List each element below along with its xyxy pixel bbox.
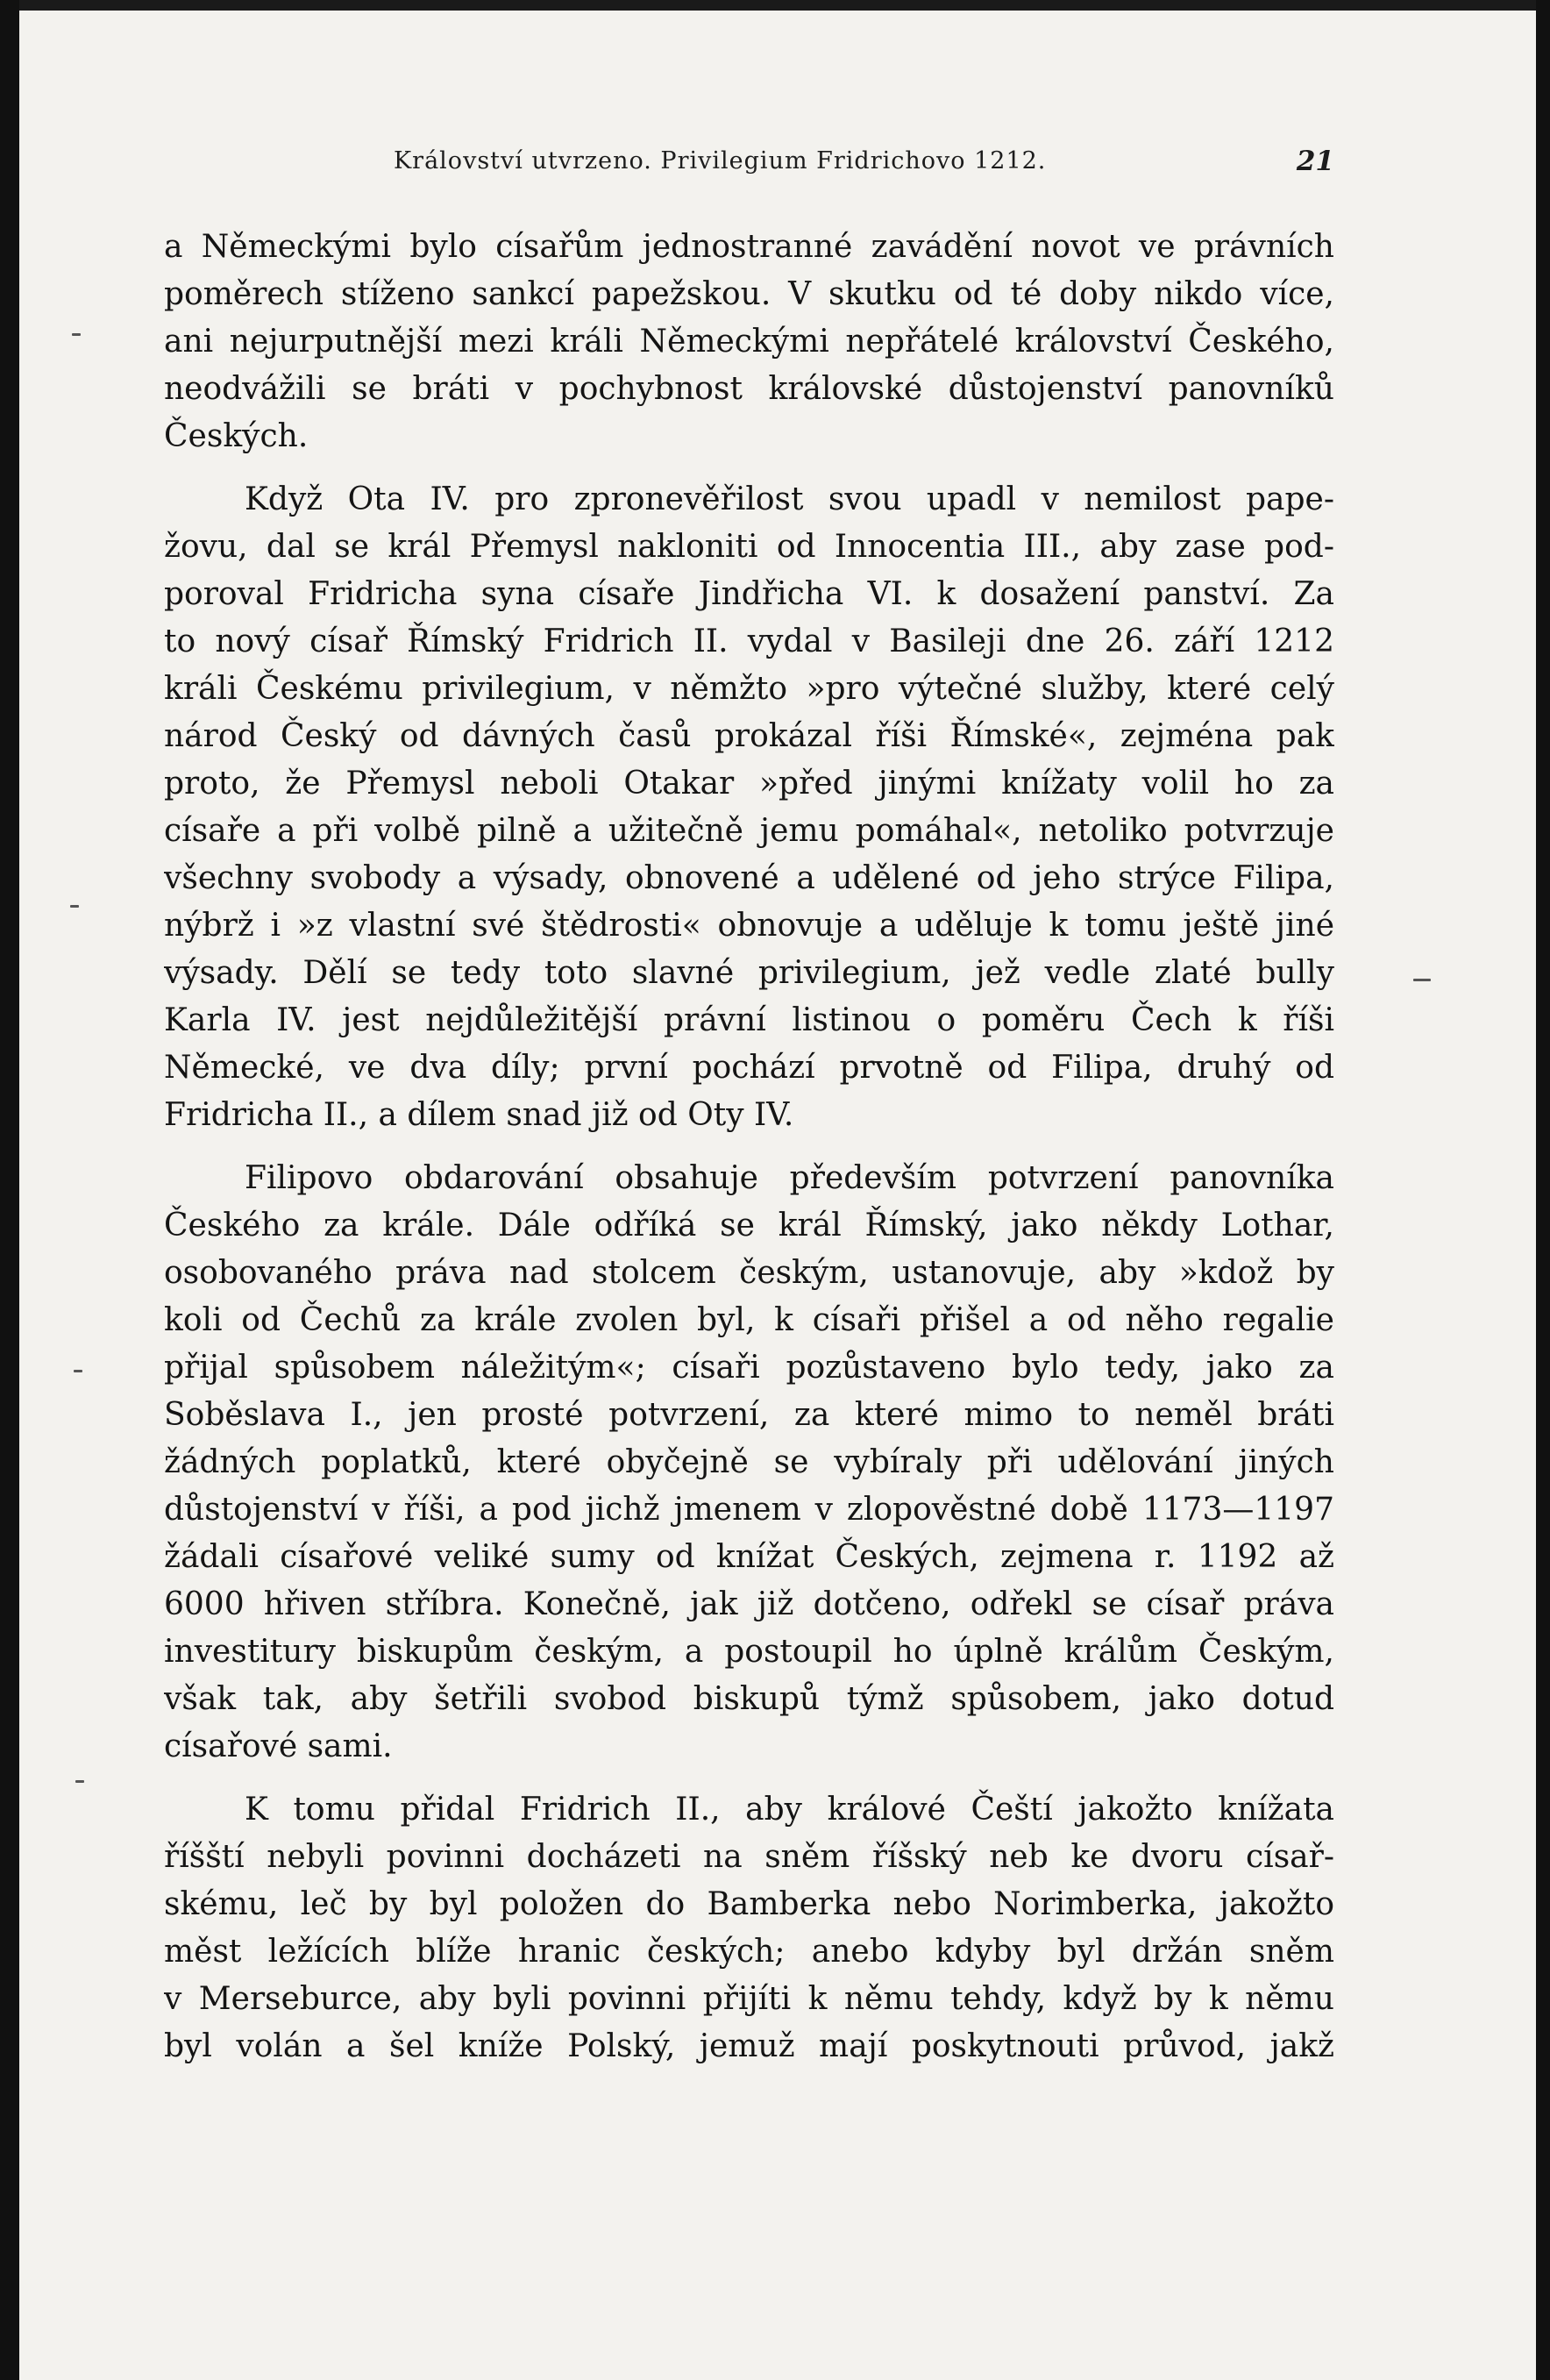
text-line: Když Ota IV. pro zpronevěřilost svou upadl v nemilost pape- xyxy=(245,481,1334,517)
margin-mark xyxy=(70,905,79,908)
body-text xyxy=(164,224,1334,2070)
page-number: 21 xyxy=(1296,146,1334,177)
text-line: neodvážili se bráti v pochybnost královské důstojenství panovníků xyxy=(164,371,1334,407)
text-line: Českého za krále. Dále odříká se král Římský, jako někdy Lothar, xyxy=(164,1208,1334,1243)
text-line: K tomu přidal Fridrich II., aby králové Čeští jakožto knížata xyxy=(245,1792,1334,1828)
text-line: králi Českému privilegium, v němžto »pro výtečné služby, které celý xyxy=(164,671,1334,707)
text-line: 6000 hřiven stříbra. Konečně, jak již dotčeno, odřekl se císař práva xyxy=(164,1586,1334,1622)
text-line: poměrech stíženo sankcí papežskou. V skutku od té doby nikdo více, xyxy=(164,276,1334,312)
text-line: skému, leč by byl položen do Bamberka nebo Norimberka, jakožto xyxy=(164,1886,1334,1922)
text-line: osobovaného práva nad stolcem českým, ustanovuje, aby »kdož by xyxy=(164,1255,1334,1291)
margin-mark xyxy=(1413,979,1431,981)
text-line: přijal spůsobem náležitým«; císaři pozůstaveno bylo tedy, jako za xyxy=(164,1350,1334,1386)
text-line: investitury biskupům českým, a postoupil ho úplně králům Českým, xyxy=(164,1634,1334,1670)
scan-border-left xyxy=(0,0,19,2380)
margin-mark xyxy=(75,1780,84,1783)
text-line: Karla IV. jest nejdůležitější právní listinou o poměru Čech k říši xyxy=(164,1002,1334,1038)
text-line: koli od Čechů za krále zvolen byl, k císaři přišel a od něho regalie xyxy=(164,1302,1334,1338)
paragraph xyxy=(164,1155,1334,1771)
text-line: všechny svobody a výsady, obnovené a udělené od jeho strýce Filipa, xyxy=(164,860,1334,896)
scan-border-right xyxy=(1536,0,1550,2380)
text-line: říšští nebyli povinni docházeti na sněm říšský neb ke dvoru císař- xyxy=(164,1839,1334,1875)
text-line: národ Český od dávných časů prokázal říši Římské«, zejména pak xyxy=(164,718,1334,754)
text-line: a Německými bylo císařům jednostranné zavádění novot ve právních xyxy=(164,229,1334,265)
text-line: poroval Fridricha syna císaře Jindřicha VI. k dosažení panství. Za xyxy=(164,576,1334,612)
text-line: v Merseburce, aby byli povinni přijíti k němu tehdy, když by k němu xyxy=(164,1981,1334,2017)
text-line: důstojenství v říši, a pod jichž jmenem v zlopověstné době 1173—1197 xyxy=(164,1492,1334,1528)
text-line: Filipovo obdarování obsahuje především potvrzení panovníka xyxy=(245,1160,1334,1196)
text-line: nýbrž i »z vlastní své štědrosti« obnovuje a uděluje k tomu ještě jiné xyxy=(164,908,1334,944)
margin-mark xyxy=(74,1370,82,1372)
text-line: žovu, dal se král Přemysl nakloniti od Innocentia III., aby zase pod- xyxy=(164,529,1334,565)
text-line: císařové sami. xyxy=(164,1728,393,1764)
paragraph xyxy=(164,476,1334,1139)
running-head xyxy=(164,142,1334,181)
text-line: žádných poplatků, které obyčejně se vybíraly při udělování jiných xyxy=(164,1444,1334,1480)
paragraph xyxy=(164,1786,1334,2070)
text-line: to nový císař Římský Fridrich II. vydal v Basileji dne 26. září 1212 xyxy=(164,624,1334,659)
text-line: měst ležících blíže hranic českých; anebo kdyby byl držán sněm xyxy=(164,1934,1334,1970)
text-line: však tak, aby šetřili svobod biskupů týmž spůsobem, jako dotud xyxy=(164,1681,1334,1717)
text-line: žádali císařové veliké sumy od knížat Českých, zejmena r. 1192 až xyxy=(164,1539,1334,1575)
text-line: výsady. Dělí se tedy toto slavné privilegium, jež vedle zlaté bully xyxy=(164,955,1334,991)
text-line: císaře a při volbě pilně a užitečně jemu pomáhal«, netoliko potvrzuje xyxy=(164,813,1334,849)
text-line: Českých. xyxy=(164,418,309,454)
text-line: ani nejurputnější mezi králi Německými nepřátelé království Českého, xyxy=(164,324,1334,360)
text-line: proto, že Přemysl neboli Otakar »před jinými knížaty volil ho za xyxy=(164,766,1334,802)
text-line: byl volán a šel kníže Polský, jemuž mají poskytnouti průvod, jakž xyxy=(164,2028,1334,2064)
text-line: Soběslava I., jen prosté potvrzení, za které mimo to neměl bráti xyxy=(164,1397,1334,1433)
scan-border-top xyxy=(0,0,1550,11)
paragraph xyxy=(164,224,1334,460)
text-line: Fridricha II., a dílem snad již od Oty IV. xyxy=(164,1097,794,1133)
margin-mark xyxy=(72,333,81,336)
running-title: Království utvrzeno. Privilegium Fridrichovo 1212. xyxy=(394,147,1047,175)
text-line: Německé, ve dva díly; první pochází prvotně od Filipa, druhý od xyxy=(164,1050,1334,1086)
